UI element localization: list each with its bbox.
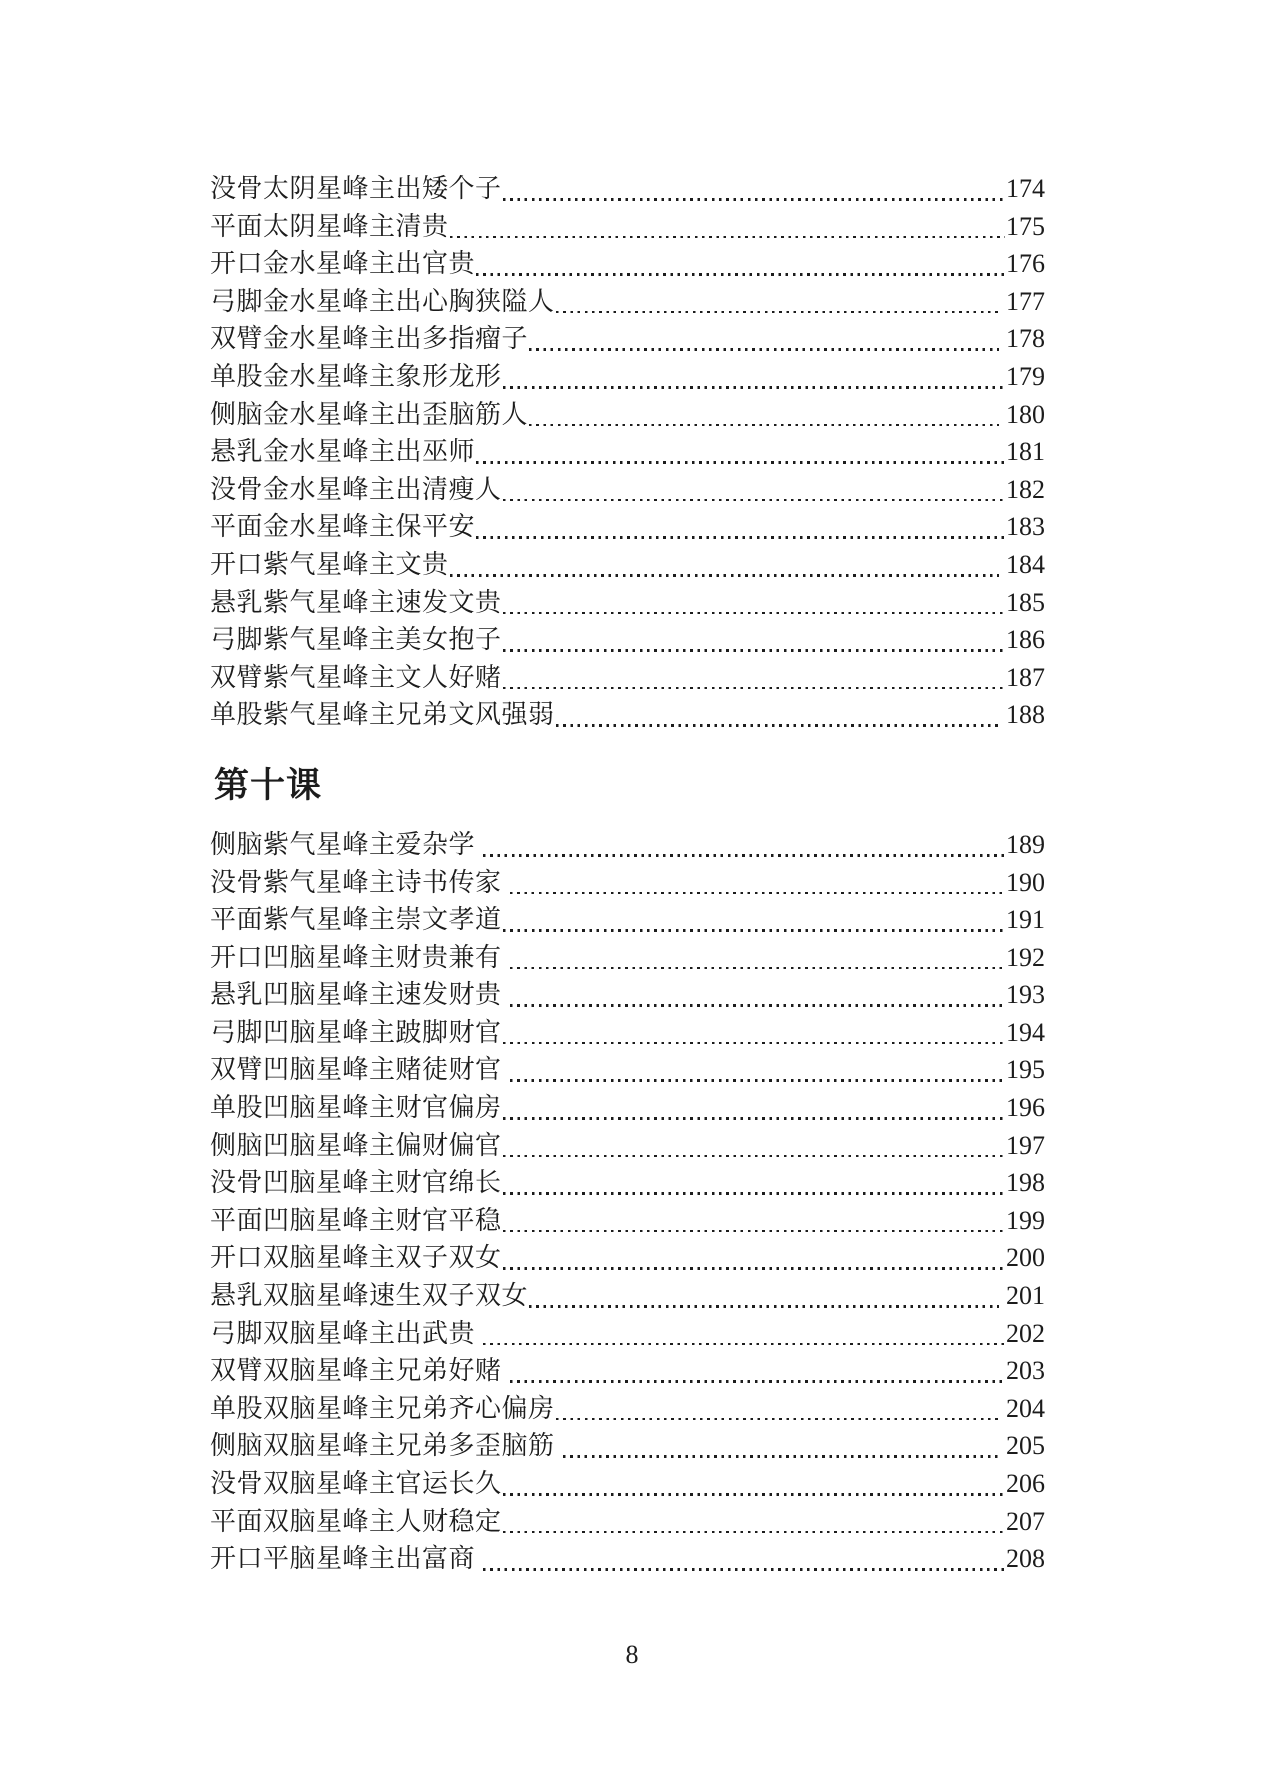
toc-entry-page: 189 bbox=[1006, 829, 1045, 859]
toc-entry bbox=[210, 1465, 1045, 1503]
toc-entry-page: 199 bbox=[1006, 1205, 1045, 1235]
toc-leader-dots bbox=[476, 273, 1005, 276]
toc-entry bbox=[210, 508, 1045, 546]
toc-entry bbox=[210, 1164, 1045, 1202]
toc-entry-title: 平面凹脑星峰主财官平稳 bbox=[210, 1205, 502, 1235]
toc-leader-dots bbox=[556, 1418, 999, 1421]
page-number: 8 bbox=[625, 1639, 639, 1669]
toc-entry-title: 单股金水星峰主象形龙形 bbox=[210, 361, 502, 391]
toc-leader-dots bbox=[503, 612, 1005, 615]
toc-entry-title: 没骨紫气星峰主诗书传家 bbox=[210, 867, 509, 897]
toc-entry bbox=[210, 976, 1045, 1014]
toc-leader-dots bbox=[503, 1192, 1005, 1195]
toc-entry bbox=[210, 1352, 1045, 1390]
toc-entry-page: 176 bbox=[1006, 249, 1045, 279]
toc-entry bbox=[210, 826, 1045, 864]
toc-entry bbox=[210, 584, 1045, 622]
toc-entry bbox=[210, 1202, 1045, 1240]
toc-entry-page: 182 bbox=[1006, 474, 1045, 504]
toc-entry bbox=[210, 358, 1045, 396]
toc-leader-dots bbox=[556, 311, 999, 314]
toc-leader-dots bbox=[503, 1042, 1005, 1045]
toc-leader-dots bbox=[503, 687, 1005, 690]
toc-entry-page: 191 bbox=[1006, 905, 1045, 935]
toc-leader-dots bbox=[510, 892, 1005, 895]
toc-leader-dots bbox=[529, 348, 998, 351]
toc-entry-page: 201 bbox=[999, 1281, 1045, 1311]
toc-entry bbox=[210, 939, 1045, 977]
toc-entry-page: 177 bbox=[999, 286, 1045, 316]
toc-leader-dots bbox=[483, 854, 1005, 857]
toc-leader-dots bbox=[450, 236, 1005, 239]
toc-entry-title: 单股双脑星峰主兄弟齐心偏房 bbox=[210, 1393, 555, 1423]
toc-entry-title: 侧脑双脑星峰主兄弟多歪脑筋 bbox=[210, 1431, 562, 1461]
toc-leader-dots bbox=[483, 1568, 1005, 1571]
toc-entry-title: 悬乳凹脑星峰主速发财贵 bbox=[210, 980, 509, 1010]
toc-entry-page: 203 bbox=[1006, 1356, 1045, 1386]
toc-entry bbox=[210, 1503, 1045, 1541]
toc-entry bbox=[210, 396, 1045, 434]
toc-entry-title: 平面紫气星峰主崇文孝道 bbox=[210, 905, 502, 935]
toc-entry-title: 悬乳紫气星峰主速发文贵 bbox=[210, 587, 502, 617]
toc-leader-dots bbox=[503, 929, 1005, 932]
toc-entry-page: 192 bbox=[1006, 942, 1045, 972]
toc-entry-page: 207 bbox=[1006, 1506, 1045, 1536]
toc-leader-dots bbox=[529, 424, 998, 427]
toc-entry-title: 开口双脑星峰主双子双女 bbox=[210, 1243, 502, 1273]
toc-entry bbox=[210, 1127, 1045, 1165]
toc-entry-page: 175 bbox=[1006, 211, 1045, 241]
toc-entry bbox=[210, 1390, 1045, 1428]
toc-list bbox=[210, 826, 1045, 1578]
toc-entry-page: 197 bbox=[1006, 1130, 1045, 1160]
toc-entry bbox=[210, 1427, 1045, 1465]
toc-leader-dots bbox=[503, 198, 1005, 201]
toc-entry-page: 206 bbox=[1006, 1469, 1045, 1498]
toc-entry-title: 开口凹脑星峰主财贵兼有 bbox=[210, 942, 509, 972]
toc-leader-dots bbox=[503, 1155, 1005, 1158]
toc-leader-dots bbox=[503, 499, 1005, 502]
toc-leader-dots bbox=[450, 574, 999, 577]
toc-leader-dots bbox=[510, 1004, 1005, 1007]
toc-entry-title: 侧脑紫气星峰主爱杂学 bbox=[210, 829, 483, 859]
toc-entry-title: 侧脑凹脑星峰主偏财偏官 bbox=[210, 1130, 502, 1160]
section-heading: 第十课 bbox=[214, 765, 323, 805]
toc-entry-title: 侧脑金水星峰主出歪脑筋人 bbox=[210, 399, 529, 429]
toc-entry-page: 194 bbox=[1006, 1017, 1045, 1047]
toc-leader-dots bbox=[510, 1380, 1005, 1383]
toc-entry-page: 205 bbox=[999, 1431, 1045, 1461]
toc-list bbox=[210, 170, 1045, 734]
toc-entry-page: 185 bbox=[1006, 587, 1045, 617]
toc-leader-dots bbox=[503, 1531, 1005, 1534]
toc-entry-title: 平面太阴星峰主清贵 bbox=[210, 211, 449, 241]
toc-entry-title: 悬乳金水星峰主出巫师 bbox=[210, 437, 476, 467]
toc-entry-page: 202 bbox=[1006, 1318, 1045, 1348]
toc-entry-page: 174 bbox=[1006, 174, 1045, 203]
toc-entry-title: 开口紫气星峰主文贵 bbox=[210, 549, 449, 579]
toc-entry-page: 181 bbox=[1006, 437, 1045, 467]
toc-entry bbox=[210, 901, 1045, 939]
toc-entry bbox=[210, 1239, 1045, 1277]
toc-entry bbox=[210, 1089, 1045, 1127]
toc-leader-dots bbox=[483, 1343, 1005, 1346]
toc-entry-title: 平面金水星峰主保平安 bbox=[210, 512, 476, 542]
toc-entry-page: 187 bbox=[1006, 662, 1045, 692]
toc-entry-title: 悬乳双脑星峰速生双子双女 bbox=[210, 1281, 529, 1311]
toc-leader-dots bbox=[556, 724, 999, 727]
toc-entry-title: 弓脚紫气星峰主美女抱子 bbox=[210, 625, 502, 655]
toc-entry-title: 单股紫气星峰主兄弟文风强弱 bbox=[210, 700, 555, 730]
toc-entry-page: 195 bbox=[1006, 1055, 1045, 1085]
toc-entry-title: 双臂紫气星峰主文人好赌 bbox=[210, 662, 502, 692]
toc-entry-page: 200 bbox=[1006, 1243, 1045, 1273]
toc-entry-page: 183 bbox=[1006, 512, 1045, 542]
toc-entry-title: 开口平脑星峰主出富商 bbox=[210, 1544, 483, 1574]
toc-entry-page: 186 bbox=[1006, 625, 1045, 655]
toc-entry-title: 单股凹脑星峰主财官偏房 bbox=[210, 1093, 502, 1123]
toc-leader-dots bbox=[503, 1267, 1005, 1270]
toc-entry-page: 208 bbox=[1006, 1544, 1045, 1574]
toc-entry bbox=[210, 659, 1045, 697]
toc-entry-title: 没骨太阴星峰主出矮个子 bbox=[210, 174, 502, 203]
toc-entry-page: 193 bbox=[1006, 980, 1045, 1010]
toc-entry-title: 开口金水星峰主出官贵 bbox=[210, 249, 476, 279]
toc-leader-dots bbox=[510, 967, 1005, 970]
toc-entry-title: 平面双脑星峰主人财稳定 bbox=[210, 1506, 502, 1536]
toc-leader-dots bbox=[503, 1493, 1005, 1496]
toc-entry bbox=[210, 1277, 1045, 1315]
toc-leader-dots bbox=[510, 1079, 1005, 1082]
toc-entry bbox=[210, 433, 1045, 471]
toc-entry-title: 没骨双脑星峰主官运长久 bbox=[210, 1469, 502, 1498]
toc-entry bbox=[210, 320, 1045, 358]
toc-entry-page: 178 bbox=[999, 324, 1045, 354]
toc-leader-dots bbox=[503, 1117, 1005, 1120]
toc-entry bbox=[210, 245, 1045, 283]
toc-entry-title: 弓脚凹脑星峰主跛脚财官 bbox=[210, 1017, 502, 1047]
toc-entry-page: 179 bbox=[1006, 361, 1045, 391]
toc-leader-dots bbox=[563, 1455, 999, 1458]
toc-leader-dots bbox=[503, 649, 1005, 652]
page-footer bbox=[0, 1636, 1264, 1674]
toc-entry-title: 双臂金水星峰主出多指瘤子 bbox=[210, 324, 529, 354]
toc-entry-page: 188 bbox=[999, 700, 1045, 730]
toc-leader-dots bbox=[476, 536, 1005, 539]
toc-entry-page: 198 bbox=[1006, 1168, 1045, 1198]
toc-entry-page: 190 bbox=[1006, 867, 1045, 897]
toc-entry-page: 196 bbox=[1006, 1093, 1045, 1123]
toc-entry bbox=[210, 1315, 1045, 1353]
toc-entry bbox=[210, 1014, 1045, 1052]
toc-leader-dots bbox=[529, 1305, 998, 1308]
toc-entry-title: 双臂凹脑星峰主赌徒财官 bbox=[210, 1055, 509, 1085]
toc-leader-dots bbox=[476, 461, 1005, 464]
toc-leader-dots bbox=[503, 1230, 1005, 1233]
toc-section-continued bbox=[210, 170, 1045, 734]
toc-entry-title: 弓脚金水星峰主出心胸狭隘人 bbox=[210, 286, 555, 316]
toc-entry-title: 没骨凹脑星峰主财官绵长 bbox=[210, 1168, 502, 1198]
toc-entry bbox=[210, 170, 1045, 208]
toc-entry-title: 弓脚双脑星峰主出武贵 bbox=[210, 1318, 483, 1348]
toc-entry bbox=[210, 864, 1045, 902]
toc-leader-dots bbox=[503, 386, 1005, 389]
toc-entry bbox=[210, 208, 1045, 246]
toc-entry-page: 180 bbox=[999, 399, 1045, 429]
toc-entry-title: 没骨金水星峰主出清瘦人 bbox=[210, 474, 502, 504]
toc-entry bbox=[210, 283, 1045, 321]
toc-entry bbox=[210, 621, 1045, 659]
toc-section-lesson-ten bbox=[210, 764, 1045, 1578]
toc-entry-title: 双臂双脑星峰主兄弟好赌 bbox=[210, 1356, 509, 1386]
toc-entry bbox=[210, 1540, 1045, 1578]
toc-entry-page: 184 bbox=[999, 549, 1045, 579]
toc-entry bbox=[210, 696, 1045, 734]
toc-entry bbox=[210, 1051, 1045, 1089]
toc-entry bbox=[210, 546, 1045, 584]
toc-entry bbox=[210, 471, 1045, 509]
toc-entry-page: 204 bbox=[999, 1393, 1045, 1423]
